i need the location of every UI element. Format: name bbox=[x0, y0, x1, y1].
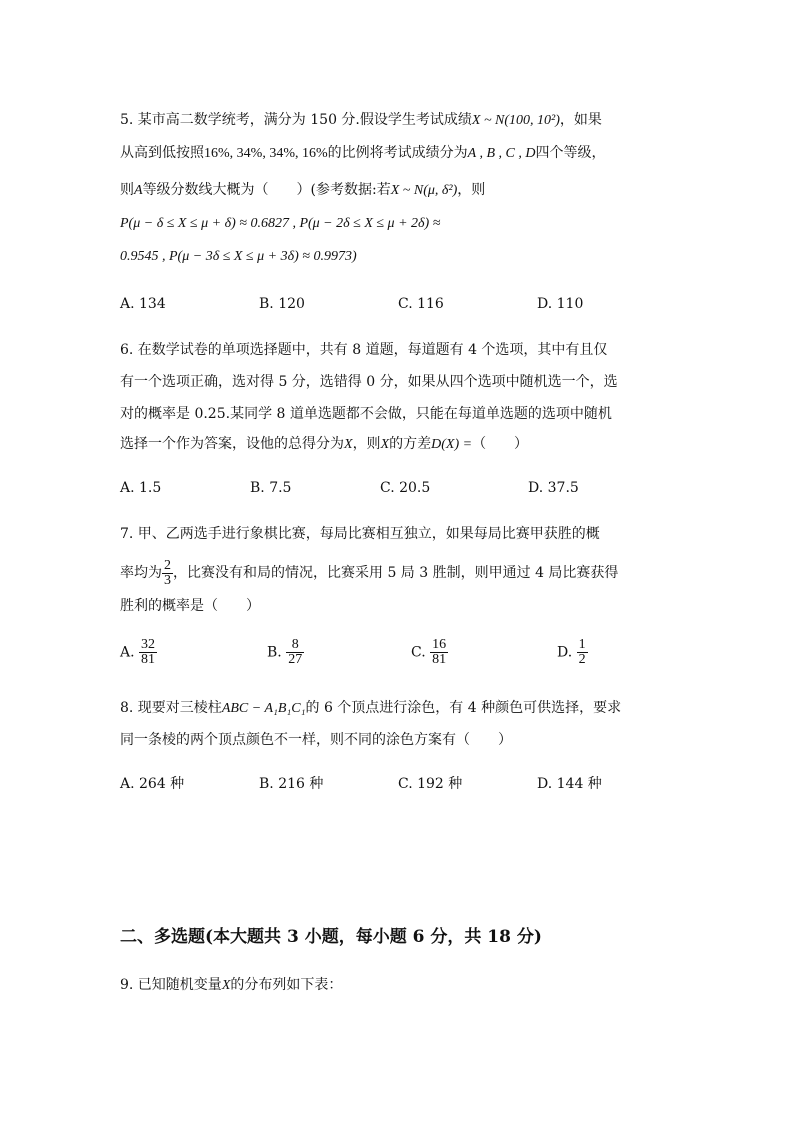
frac-numerator: 8 bbox=[291, 637, 299, 652]
option-label: B. bbox=[267, 644, 282, 661]
q6-option-d[interactable]: D. 37.5 bbox=[528, 480, 579, 496]
q7-option-c[interactable] bbox=[411, 638, 448, 667]
q6-option-b[interactable]: B. 7.5 bbox=[250, 480, 292, 496]
q7-option-d[interactable] bbox=[557, 638, 588, 667]
section-heading-multiple-choice: 二、多选题(本大题共 3 小题，每小题 6 分，共 18 分) bbox=[120, 927, 542, 947]
frac-numerator: 1 bbox=[578, 637, 586, 652]
q7-line-1: 7. 甲、乙两选手进行象棋比赛，每局比赛相互独立，如果每局比赛甲获胜的概 bbox=[120, 526, 600, 542]
q5-math-percentages: 16%, 34%, 34%, 16% bbox=[204, 146, 328, 161]
q7-option-a[interactable] bbox=[120, 638, 157, 667]
q6-line-1: 6. 在数学试卷的单项选择题中，共有 8 道题，每道题有 4 个选项，其中有且仅 bbox=[120, 342, 608, 358]
q9-text: 的分布列如下表： bbox=[230, 977, 343, 993]
option-fraction bbox=[577, 638, 588, 667]
q8-option-c[interactable]: C. 192 种 bbox=[398, 776, 463, 792]
q5-math-distribution: X ~ N(100, 10²) bbox=[471, 113, 560, 128]
q5-option-d[interactable]: D. 110 bbox=[537, 296, 584, 312]
q6-option-c[interactable]: C. 20.5 bbox=[380, 480, 431, 496]
q8-text: 的 6 个顶点进行涂色，有 4 种颜色可供选择，要求 bbox=[305, 700, 622, 716]
frac-denominator: 27 bbox=[288, 652, 303, 667]
frac-denominator: 3 bbox=[164, 572, 171, 588]
q5-text: 等级分数线大概为（ ）(参考数据:若 bbox=[142, 182, 391, 198]
q7-fraction-prob bbox=[162, 559, 173, 588]
q5-text: ，如果 bbox=[559, 112, 602, 128]
q6-text: ，则 bbox=[352, 436, 381, 452]
q8-option-a[interactable]: A. 264 种 bbox=[120, 776, 185, 792]
q6-text: 的方差 bbox=[389, 436, 432, 452]
option-label: D. bbox=[557, 644, 573, 661]
q7-text: ，比赛没有和局的情况，比赛采用 5 局 3 胜制，则甲通过 4 局比赛获得 bbox=[173, 565, 619, 581]
q6-line-3: 对的概率是 0.25.某同学 8 道单选题都不会做，只能在每道单选题的选项中随机 bbox=[120, 406, 612, 422]
q8-math-prism: ABC − A₁B₁C₁ bbox=[221, 701, 306, 716]
q6-math-variance: D(X) = bbox=[431, 437, 473, 452]
option-fraction bbox=[139, 638, 157, 667]
q5-line-3 bbox=[120, 180, 485, 201]
q6-option-a[interactable]: A. 1.5 bbox=[120, 480, 162, 496]
q9-text: 9. 已知随机变量 bbox=[120, 977, 222, 993]
q5-text: 从高到低按照 bbox=[120, 145, 204, 161]
q8-option-d[interactable]: D. 144 种 bbox=[537, 776, 602, 792]
q5-line-4: P(μ − δ ≤ X ≤ μ + δ) ≈ 0.6827 , P(μ − 2δ ≤ X ≤ μ + 2δ) ≈ bbox=[120, 216, 441, 231]
q9-line-1 bbox=[120, 975, 342, 996]
option-fraction bbox=[430, 638, 448, 667]
frac-numerator: 16 bbox=[432, 637, 447, 652]
q5-text: 5. 某市高二数学统考，满分为 150 分.假设学生考试成绩 bbox=[120, 112, 472, 128]
q5-math-grades: A , B , C , D bbox=[467, 146, 536, 161]
q7-line-2 bbox=[120, 556, 618, 590]
q6-math-x: X bbox=[380, 437, 390, 452]
q5-option-c[interactable]: C. 116 bbox=[398, 296, 444, 312]
q5-option-b[interactable]: B. 120 bbox=[259, 296, 305, 312]
q7-text: 率均为 bbox=[120, 565, 162, 581]
frac-denominator: 81 bbox=[141, 652, 156, 667]
q5-line-1 bbox=[120, 110, 602, 131]
q5-math-normal: X ~ N(μ, δ²) bbox=[390, 183, 458, 198]
q5-line-5: 0.9545 , P(μ − 3δ ≤ X ≤ μ + 3δ) ≈ 0.9973) bbox=[120, 249, 357, 264]
q5-option-a[interactable]: A. 134 bbox=[120, 296, 166, 312]
frac-denominator: 81 bbox=[432, 652, 447, 667]
q5-text: 四个等级， bbox=[535, 145, 606, 161]
frac-numerator: 32 bbox=[141, 637, 156, 652]
q5-text: 的比例将考试成绩分为 bbox=[327, 145, 468, 161]
frac-numerator: 2 bbox=[164, 557, 171, 573]
q8-line-2: 同一条棱的两个顶点颜色不一样，则不同的涂色方案有（ ） bbox=[120, 732, 512, 748]
q6-math-x: X bbox=[344, 437, 353, 452]
option-fraction bbox=[286, 638, 304, 667]
q6-line-2: 有一个选项正确，选对得 5 分，选错得 0 分，如果从四个选项中随机选一个，选 bbox=[120, 374, 618, 390]
q5-text: 则 bbox=[120, 182, 134, 198]
q9-math-x: X bbox=[221, 978, 231, 993]
q6-line-4 bbox=[120, 434, 528, 455]
q6-text: （ ） bbox=[472, 436, 529, 452]
q5-line-2 bbox=[120, 143, 605, 164]
option-label: A. bbox=[120, 644, 135, 661]
q6-text: 选择一个作为答案，设他的总得分为 bbox=[120, 436, 344, 452]
option-label: C. bbox=[411, 644, 426, 661]
frac-denominator: 2 bbox=[578, 652, 586, 667]
q8-line-1 bbox=[120, 698, 621, 719]
q5-math-a: A bbox=[134, 183, 143, 198]
q7-option-b[interactable] bbox=[267, 638, 304, 667]
q8-option-b[interactable]: B. 216 种 bbox=[259, 776, 324, 792]
q8-text: 8. 现要对三棱柱 bbox=[120, 700, 222, 716]
q7-line-3: 胜利的概率是（ ） bbox=[120, 598, 260, 614]
q5-text: ，则 bbox=[457, 182, 486, 198]
